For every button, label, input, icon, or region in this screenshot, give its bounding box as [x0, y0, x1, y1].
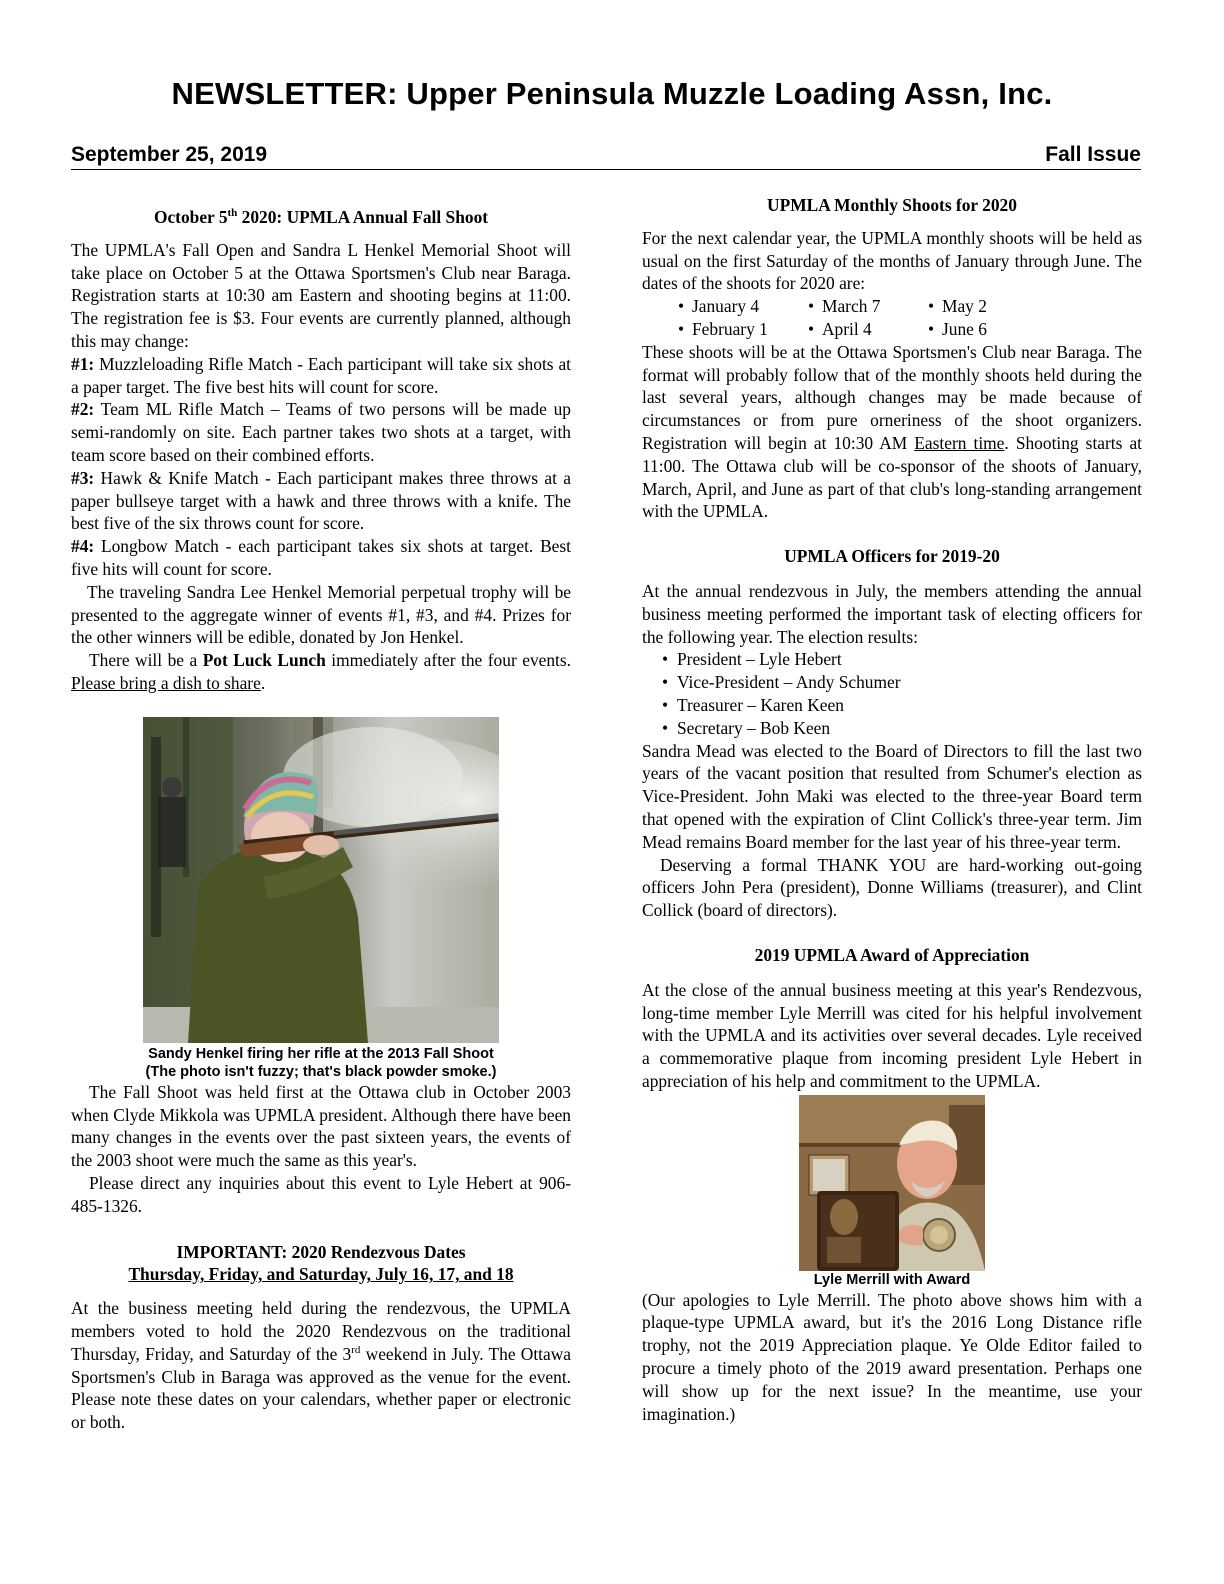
rendezvous-subheading: Thursday, Friday, and Saturday, July 16, 17, and 18 — [128, 1264, 514, 1285]
event-4-text: Longbow Match - each participant takes six shots at target. Best five hits will count for score. — [71, 536, 571, 579]
shoot-date: • April 4 — [808, 318, 928, 341]
rendezvous-heading: IMPORTANT: 2020 Rendezvous Dates — [176, 1241, 466, 1262]
rifle-shooter-photo — [143, 717, 499, 1043]
potluck-underlined: Please bring a dish to share — [71, 672, 261, 693]
issue-season: Fall Issue — [1045, 143, 1141, 166]
monthly-shoots-intro: For the next calendar year, the UPMLA monthly shoots will be held as usual on the first Saturday of the months of January through June. The dates of the shoots for 2020 are: — [642, 227, 1142, 294]
event-3 — [71, 467, 571, 535]
fall-shoot-photo — [71, 717, 571, 1043]
shoot-date: • March 7 — [808, 295, 928, 318]
fall-shoot-heading — [71, 206, 571, 229]
event-3-number: #3: — [71, 467, 95, 488]
potluck-end: . — [260, 672, 266, 693]
monthly-body-text: These shoots will be at the Ottawa Sportsmen's Club near Baraga. The format will probably follow that of the monthly shoots held during the last several years, although changes may be made because of circumstances or from pure orneriness of the shoot organizers. Registration will begin at 10:30 AM — [642, 341, 1142, 453]
event-1-number: #1: — [71, 353, 95, 374]
officers-list — [642, 648, 1142, 739]
newsletter-masthead: NEWSLETTER: Upper Peninsula Muzzle Loading Assn, Inc. — [171, 76, 1053, 111]
potluck-paragraph — [71, 649, 571, 695]
rendezvous-paragraph — [71, 1297, 571, 1434]
thanks-paragraph: Deserving a formal THANK YOU are hard-working out-going officers John Pera (president), Donne Williams (treasurer), and Clint Collick (board of directors). — [642, 854, 1142, 921]
rendezvous-text: At the business meeting held during the rendezvous, the UPMLA members voted to hold the 2020 Rendezvous on the traditional Thursday, Friday, and Saturday of the 3 — [71, 1298, 571, 1364]
fall-shoot-heading-text: October 5 — [153, 207, 228, 227]
shoot-date: • January 4 — [678, 295, 808, 318]
award-recipient-photo — [799, 1095, 985, 1271]
fall-shoot-heading-sup: th — [227, 207, 238, 220]
officer-item: • President – Lyle Hebert — [662, 648, 1142, 671]
officers-intro: At the annual rendezvous in July, the members attending the annual business meeting performed the important task of electing officers for the following year. The election results: — [642, 580, 1142, 647]
officer-item: • Secretary – Bob Keen — [662, 717, 1142, 740]
potluck-text: There will be a — [89, 650, 203, 671]
board-paragraph: Sandra Mead was elected to the Board of Directors to fill the last two years of the vacant position that resulted from Schumer's election as Vice-President. John Maki was elected to the three-year Board term that opened with the expiration of Clint Collick's three-year term. Jim Mead remains Board member for the last year of his three-year term. — [642, 740, 1142, 852]
event-4-number: #4: — [71, 536, 95, 557]
award-photo-caption: Lyle Merrill with Award — [813, 1271, 971, 1288]
shoot-date: • June 6 — [928, 318, 1038, 341]
potluck-bold: Pot Luck Lunch — [202, 650, 326, 671]
shoot-date: • February 1 — [678, 318, 808, 341]
issue-date: September 25, 2019 — [71, 143, 268, 166]
event-2-number: #2: — [71, 399, 95, 420]
rendezvous-sup: rd — [351, 1343, 361, 1356]
photo-caption-line-1: Sandy Henkel firing her rifle at the 2013 Fall Shoot — [148, 1045, 494, 1062]
event-2-text: Team ML Rifle Match – Teams of two persons will be made up semi-randomly on site. Each partner takes two shots at a target, with team score based on their combined efforts. — [71, 399, 571, 465]
dateline — [71, 143, 1141, 170]
event-1-text: Muzzleloading Rifle Match - Each participant will take six shots at a paper target. The five best hits will count for score. — [71, 353, 571, 397]
award-photo — [642, 1095, 1142, 1271]
trophy-paragraph: The traveling Sandra Lee Henkel Memorial perpetual trophy will be presented to the aggregate winner of events #1, #3, and #4. Prizes for the other winners will be edible, donated by Jon Henkel. — [71, 581, 571, 648]
inquiries-paragraph: Please direct any inquiries about this event to Lyle Hebert at 906-485-1326. — [71, 1172, 571, 1216]
officers-heading: UPMLA Officers for 2019-20 — [784, 546, 1000, 567]
right-column — [642, 194, 1142, 1425]
monthly-shoots-heading: UPMLA Monthly Shoots for 2020 — [767, 195, 1017, 215]
fall-shoot-intro: The UPMLA's Fall Open and Sandra L Henkel Memorial Shoot will take place on October 5 at the Ottawa Sportsmen's Club near Baraga. Registration starts at 10:30 am Eastern and shooting begins at 11:00. The registration fee is $3. Four events are currently planned, although this may change: — [71, 239, 571, 351]
history-paragraph: The Fall Shoot was held first at the Ottawa club in October 2003 when Clyde Mikkola was UPMLA president. Although there have been many changes in the events over the past sixteen years, the events of the 2003 shoot were much the same as this year's. — [71, 1081, 571, 1171]
monthly-shoots-body — [642, 341, 1142, 523]
monthly-shoot-dates — [678, 295, 1142, 341]
event-2 — [71, 398, 571, 466]
potluck-text-2: immediately after the four events. — [325, 650, 571, 671]
event-1 — [71, 353, 571, 399]
left-column — [71, 206, 571, 1434]
officer-item: • Treasurer – Karen Keen — [662, 694, 1142, 717]
rendezvous-text-2: weekend in July. The Ottawa Sportsmen's Club in Baraga was approved as the venue for the event. Please note these dates on your calendars, whether paper or electronic or both. — [71, 1343, 572, 1433]
event-4 — [71, 535, 571, 581]
photo-caption-line-2: (The photo isn't fuzzy; that's black powder smoke.) — [145, 1063, 497, 1080]
officer-item: • Vice-President – Andy Schumer — [662, 671, 1142, 694]
eastern-time-underlined: Eastern time — [914, 432, 1005, 453]
award-paragraph: At the close of the annual business meeting at this year's Rendezvous, long-time member Lyle Merrill was cited for his helpful involvement with the UPMLA and its activities over several decades. Lyle received a commemorative plaque from incoming president Lyle Hebert in appreciation of his help and commitment to the UPMLA. — [642, 979, 1142, 1091]
award-heading: 2019 UPMLA Award of Appreciation — [754, 944, 1030, 965]
event-3-text: Hawk & Knife Match - Each participant makes three throws at a paper bullseye target with a hawk and three throws with a knife. The best five of the six throws count for score. — [71, 467, 571, 534]
fall-shoot-heading-text-2: 2020: UPMLA Annual Fall Shoot — [237, 207, 489, 227]
shoot-date: • May 2 — [928, 295, 1038, 318]
apology-paragraph: (Our apologies to Lyle Merrill. The photo above shows him with a plaque-type UPMLA award, but it's the 2016 Long Distance rifle trophy, not the 2019 Appreciation plaque. Ye Olde Editor failed to procure a timely photo of the 2019 award presentation. Perhaps one will show up for the next issue? In the meantime, use your imagination.) — [642, 1289, 1142, 1424]
monthly-body-text-2: . Shooting starts at 11:00. The Ottawa club will be co-sponsor of the shoots of January, March, April, and June as part of that club's long-standing arrangement with the UPMLA. — [642, 432, 1143, 522]
